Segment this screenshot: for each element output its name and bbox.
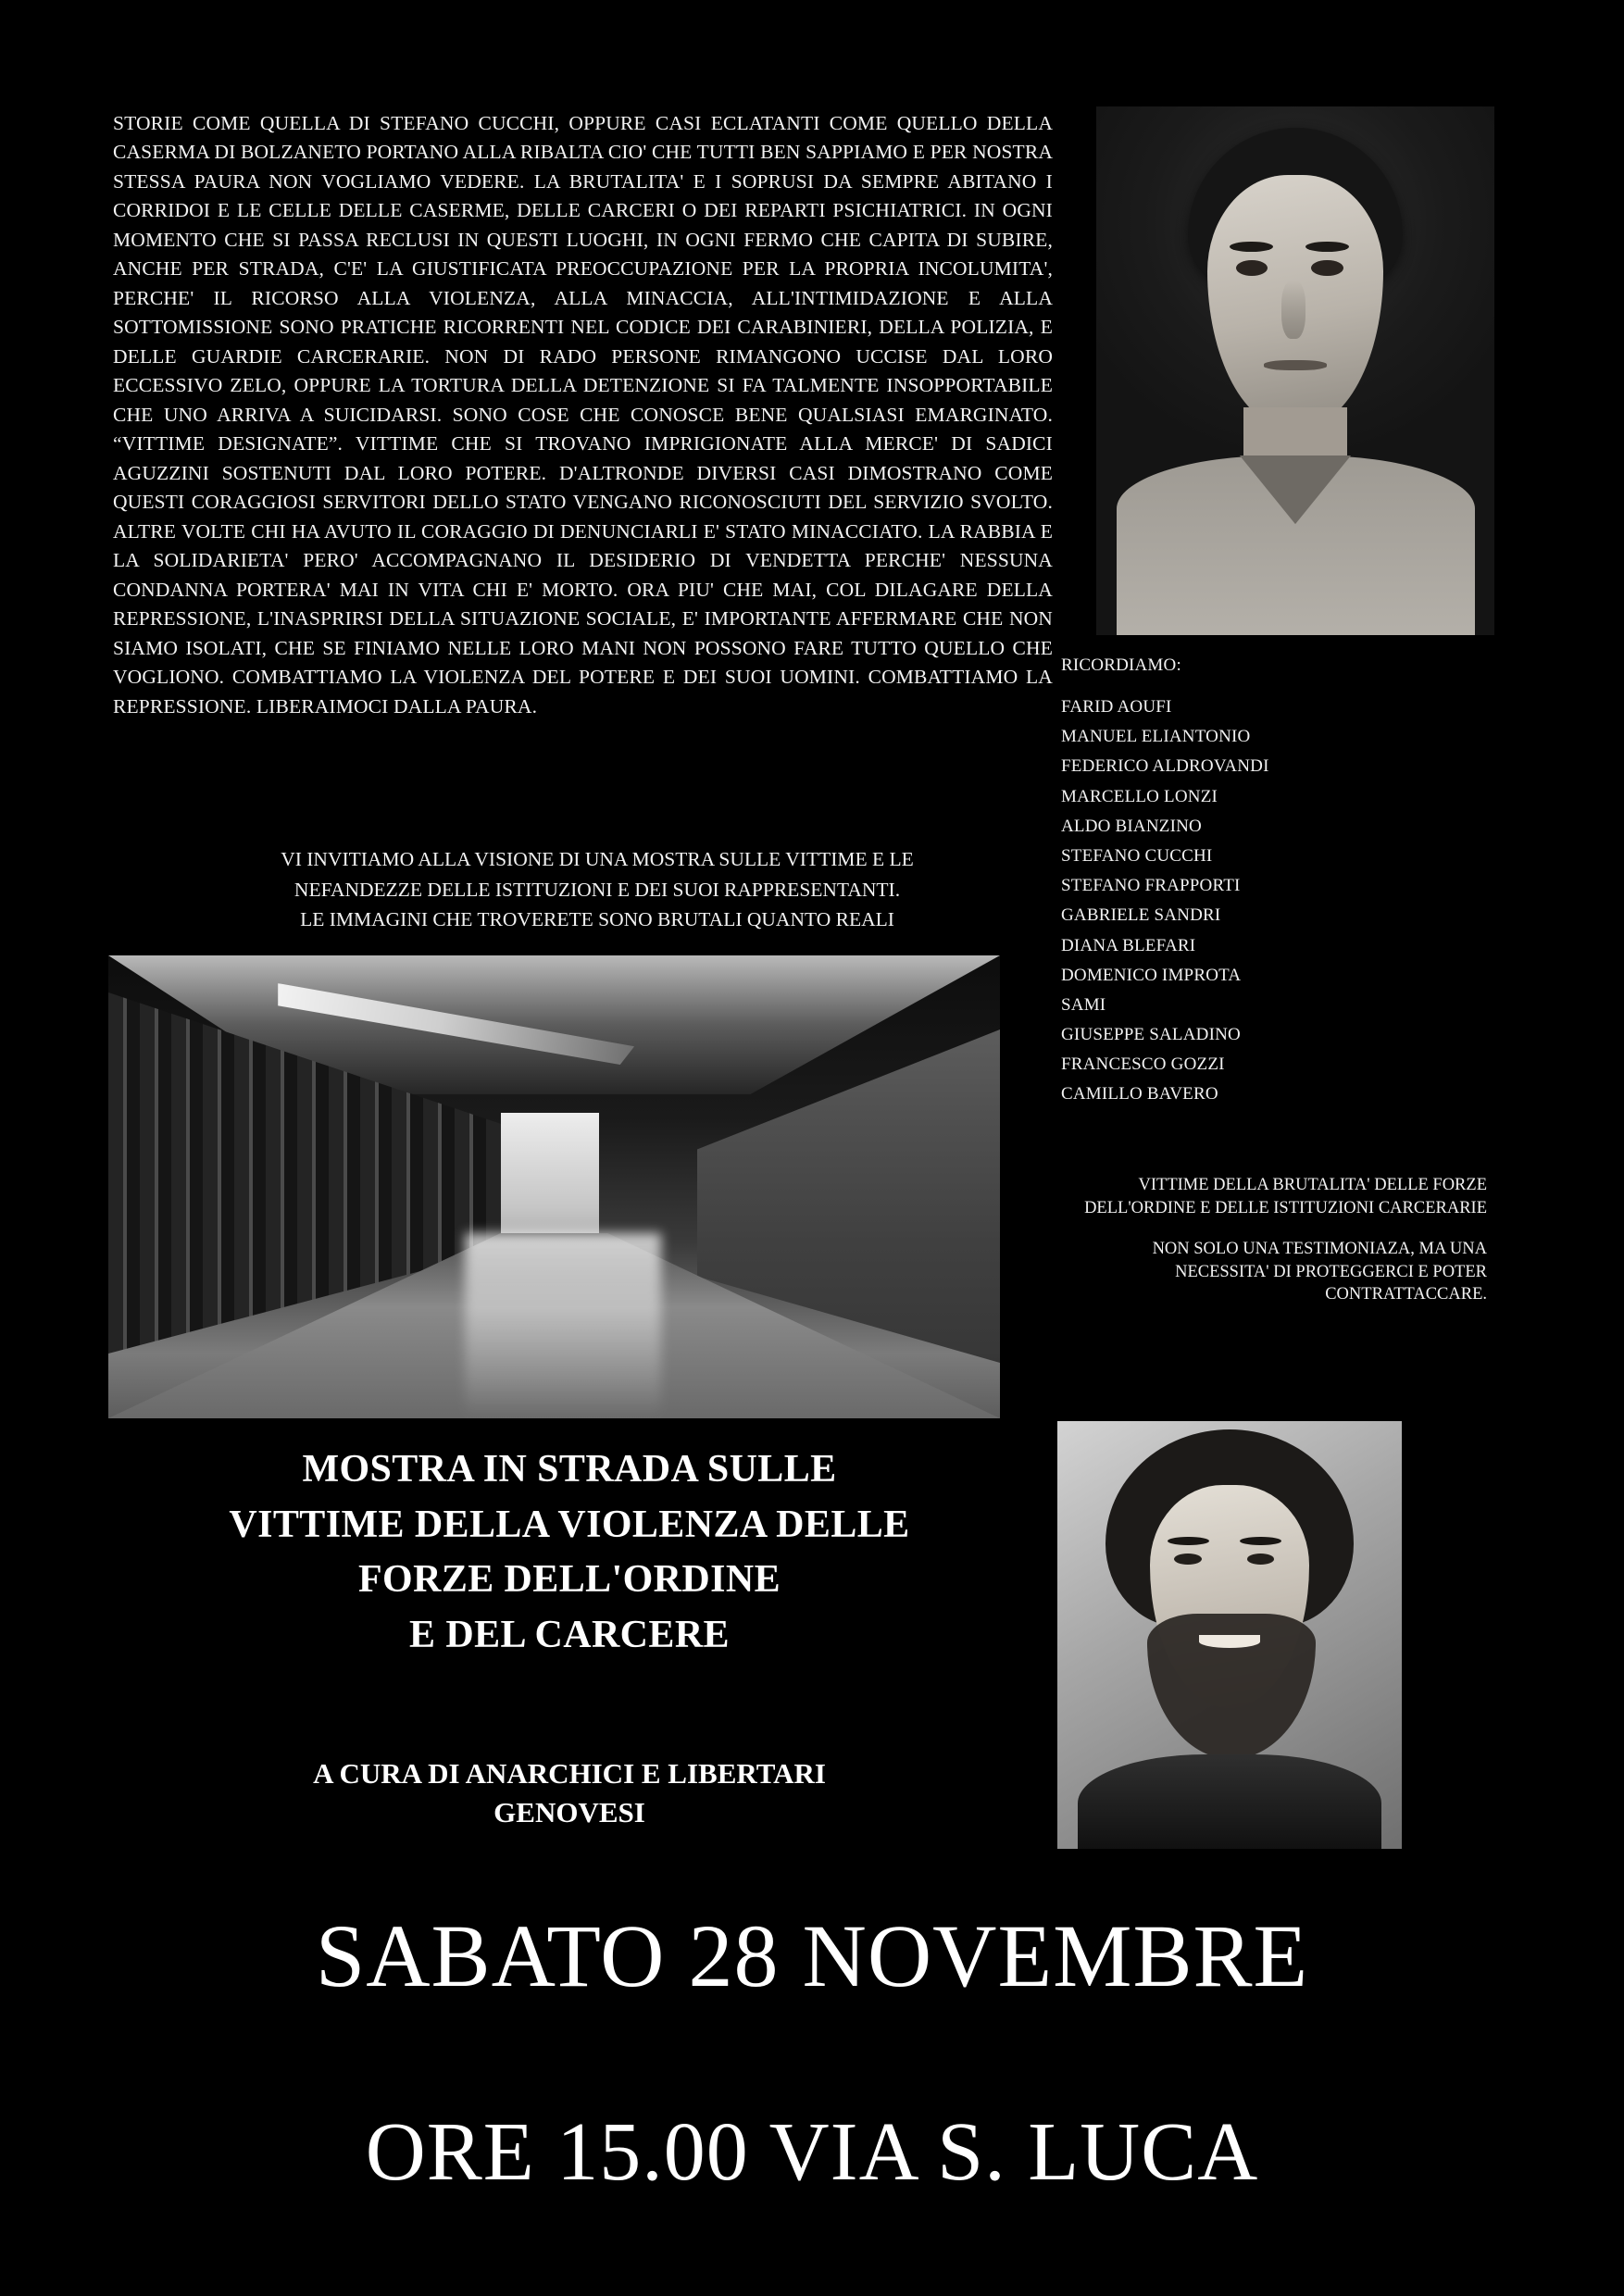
list-item: DOMENICO IMPROTA — [1061, 965, 1242, 985]
remembrance-block — [1061, 656, 1450, 1116]
list-item: MANUEL ELIANTONIO — [1061, 727, 1251, 747]
right-caption-block — [1061, 1174, 1487, 1306]
list-item: STEFANO CUCCHI — [1061, 845, 1213, 866]
portrait-bottom-brow-right — [1240, 1537, 1281, 1545]
invitation-line-1: VI INVITIAMO ALLA VISIONE DI UNA MOSTRA SULLE VITTIME E LE — [281, 848, 914, 870]
event-date: SABATO 28 NOVEMBRE — [315, 1906, 1309, 2005]
list-item: GABRIELE SANDRI — [1061, 905, 1221, 926]
portrait-top-brow-left — [1230, 242, 1273, 252]
list-item: CAMILLO BAVERO — [1061, 1084, 1218, 1104]
curated-line-2: GENOVESI — [493, 1795, 645, 1828]
body-paragraph: STORIE COME QUELLA DI STEFANO CUCCHI, OPPURE CASI ECLATANTI COME QUELLO DELLA CASERMA DI BOLZANETO PORTANO ALLA RIBALTA CIO' CHE TUTTI BEN SAPPIAMO E PER NOSTRA STESSA PAURA NON VOGLIAMO VEDERE. LA BRUTALITA' E I SOPRUSI DA SEMPRE ABITANO I CORRIDOI E LE CELLE DELLE CASERME, DELLE CARCERI O DEI REPARTI PSICHIATRICI. IN OGNI MOMENTO CHE SI PASSA RECLUSI IN QUESTI LUOGHI, IN OGNI FERMO CHE CAPITA DI SUBIRE, ANCHE PER STRADA, C'E' LA GIUSTIFICATA PREOCCUPAZIONE PER LA PROPRIA INCOLUMITA', PERCHE' IL RICORSO ALLA VIOLENZA, ALLA MINACCIA, ALL'INTIMIDAZIONE E ALLA SOTTOMISSIONE SONO PRATICHE RICORRENTI NEL CODICE DEI CARABINIERI, DELLA POLIZIA, E DELLE GUARDIE CARCERARIE. NON DI RADO PERSONE RIMANGONO UCCISE DAL LORO ECCESSIVO ZELO, OPPURE LA TORTURA DELLA DETENZIONE SI FA TALMENTE INSOPPORTABILE CHE UNO ARRIVA A SUICIDARSI. SONO COSE CHE CONOSCE BENE QUALSIASI EMARGINATO. “VITTIME DESIGNATE”. VITTIME CHE SI TROVANO IMPRIGIONATE ALLA MERCE' DI SADICI AGUZZINI SOSTENUTI DAL LORO POTERE. D'ALTRONDE DIVERSI CASI DIMOSTRANO COME QUESTI CORAGGIOSI SERVITORI DELLO STATO VENGANO RICONOSCIUTI DEL SERVIZIO SVOLTO. ALTRE VOLTE CHI HA AVUTO IL CORAGGIO DI DENUNCIARLI E' STATO MINACCIATO. LA RABBIA E LA SOLIDARIETA' PERO' ACCOMPAGNANO IL DESIDERIO DI VENDETTA PERCHE' NESSUNA CONDANNA PORTERA' MAI IN VITA CHI E' MORTO. ORA PIU' CHE MAI, COL DILAGARE DELLA REPRESSIONE, L'INASPRIRSI DELLA SITUAZIONE SOCIALE, E' IMPORTANTE AFFERMARE CHE NON SIAMO ISOLATI, CHE SE FINIAMO NELLE LORO MANI NON POSSONO FARE TUTTO QUELLO CHE VOGLIONO. COMBATTIAMO LA VIOLENZA DEL POTERE E DEI SUOI UOMINI. COMBATTIAMO LA REPRESSIONE. LIBERAIMOCI DALLA PAURA. — [113, 112, 1053, 718]
list-item: FRANCESCO GOZZI — [1061, 1054, 1225, 1075]
portrait-top-eye-right — [1311, 260, 1343, 276]
list-item: ALDO BIANZINO — [1061, 816, 1202, 836]
portrait-top-mouth — [1264, 360, 1328, 370]
portrait-top-brow-right — [1305, 242, 1349, 252]
caption-paragraph-1: VITTIME DELLA BRUTALITA' DELLE FORZE DELL'ORDINE E DELLE ISTITUZIONI CARCERARIE — [1084, 1176, 1487, 1217]
list-item: GIUSEPPE SALADINO — [1061, 1025, 1241, 1045]
curated-line-1: A CURA DI ANARCHICI E LIBERTARI — [313, 1757, 826, 1790]
headline-line-2: VITTIME DELLA VIOLENZA DELLE — [229, 1503, 910, 1546]
invitation-line-2: NEFANDEZZE DELLE ISTITUZIONI E DEI SUOI RAPPRESENTANTI. — [294, 878, 901, 901]
corridor-floor-glare — [465, 1233, 661, 1418]
invitation-block — [139, 844, 1056, 935]
portrait-bottom-smile — [1199, 1635, 1261, 1648]
invitation-line-3: LE IMMAGINI CHE TROVERETE SONO BRUTALI QUANTO REALI — [300, 908, 894, 931]
list-item: MARCELLO LONZI — [1061, 786, 1218, 806]
headline-block — [111, 1442, 1028, 1664]
portrait-bottom-torso — [1078, 1754, 1380, 1849]
portrait-top-image — [1096, 106, 1494, 635]
portrait-bottom-image — [1057, 1421, 1402, 1849]
event-time-place: ORE 15.00 VIA S. LUCA — [365, 2106, 1259, 2198]
curated-by-block — [111, 1754, 1028, 1832]
list-item: STEFANO FRAPPORTI — [1061, 876, 1241, 896]
portrait-top-eye-left — [1236, 260, 1268, 276]
headline-line-3: FORZE DELL'ORDINE — [357, 1558, 781, 1602]
list-item: FEDERICO ALDROVANDI — [1061, 756, 1269, 777]
caption-paragraph-2: NON SOLO UNA TESTIMONIAZA, MA UNA NECESSITA' DI PROTEGGERCI E POTER CONTRATTACCARE. — [1152, 1240, 1487, 1304]
list-item: DIANA BLEFARI — [1061, 935, 1196, 955]
victims-list — [1061, 698, 1450, 1103]
list-item: FARID AOUFI — [1061, 697, 1172, 717]
list-item: SAMI — [1061, 994, 1106, 1015]
portrait-bottom-brow-left — [1168, 1537, 1209, 1545]
headline-line-1: MOSTRA IN STRADA SULLE — [302, 1448, 837, 1491]
portrait-top-nose — [1281, 281, 1305, 339]
remembrance-label: RICORDIAMO: — [1061, 655, 1181, 675]
headline-line-4: E DEL CARCERE — [409, 1613, 730, 1656]
prison-corridor-image — [108, 955, 1000, 1418]
